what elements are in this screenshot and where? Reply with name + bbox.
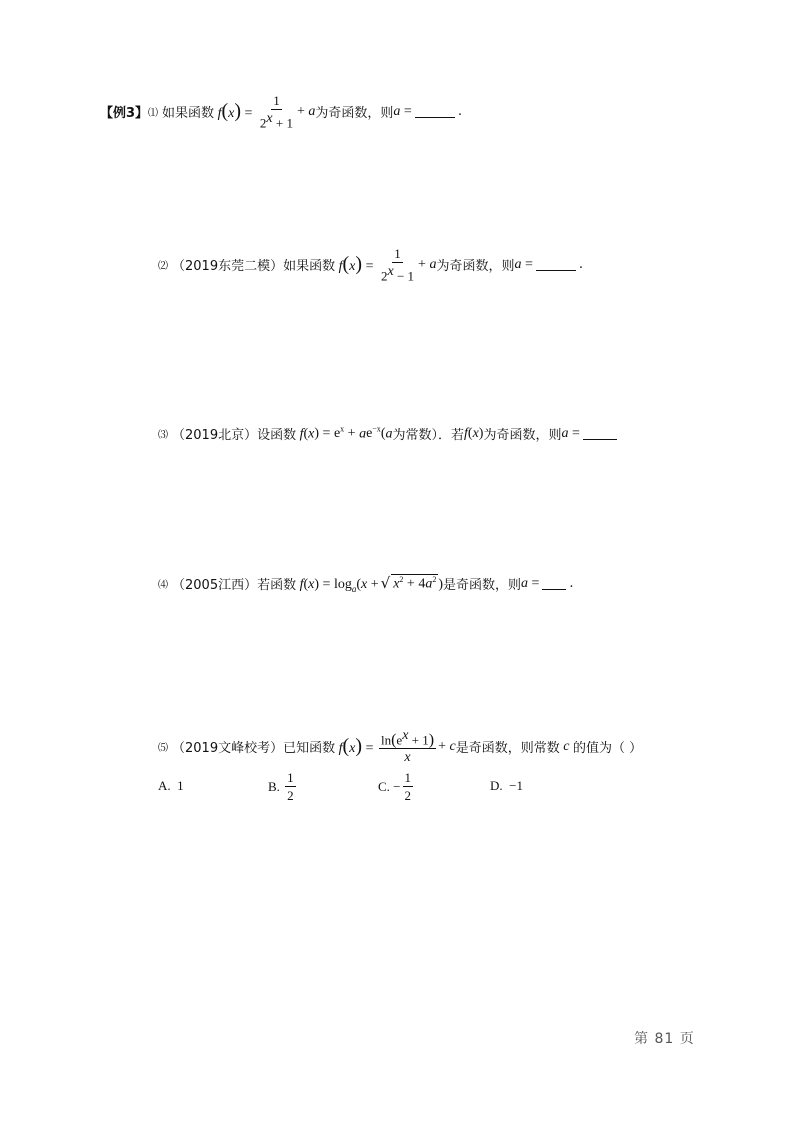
question-marker: ⑶ <box>158 430 168 441</box>
formula: f(x) = <box>335 735 377 758</box>
question-prefix: 如果函数 <box>162 106 215 122</box>
question-marker: ⑷ <box>158 580 168 592</box>
question-source: （2005江西） <box>172 578 258 594</box>
question-source: （2019北京） <box>172 428 258 443</box>
formula: f(x) = <box>214 100 256 123</box>
answer-blank[interactable] <box>583 427 617 440</box>
question-prefix: 已知函数 <box>283 741 336 757</box>
answer-blank[interactable] <box>542 577 566 590</box>
answer-blank[interactable] <box>415 105 455 118</box>
question-prefix: 设函数 <box>257 428 297 443</box>
formula: $f(x) = e^x + ae^{-x}(a$ <box>296 424 393 442</box>
question-marker: ⑵ <box>158 261 168 273</box>
formula-tail: + c <box>438 738 456 754</box>
formula: f(x) = <box>335 253 377 276</box>
option-sign: − <box>393 778 401 794</box>
fraction: $\frac{1}{2^x + 1}$ <box>259 93 293 131</box>
option-value: −1 <box>509 778 523 793</box>
fraction: $\frac{1}{2^x - 1}$ <box>380 246 415 284</box>
option-label: B. <box>268 778 280 794</box>
question-prefix: 若函数 <box>257 578 297 594</box>
constant-c: c <box>559 738 573 754</box>
formula: $f(x) = \log_a(x$ + √ $x^2 + 4a^2$ ) <box>296 574 443 594</box>
option-b[interactable] <box>268 770 298 803</box>
question-suffix: 为奇函数，则 <box>483 428 562 443</box>
option-fraction: $\frac{1}{2}$ <box>287 770 294 803</box>
period: . <box>457 104 462 120</box>
answer-blank[interactable] <box>536 258 576 271</box>
question-source: （2019文峰校考） <box>172 741 284 757</box>
question-4 <box>158 574 574 594</box>
answer-var: a = <box>521 575 540 591</box>
question-1 <box>100 93 462 130</box>
option-fraction: $\frac{1}{2}$ <box>404 770 412 803</box>
question-source: （2019东莞二模） <box>172 259 284 275</box>
formula-f: f(x) <box>464 425 484 441</box>
page-number: 第 81 页 <box>634 1031 695 1047</box>
answer-var: a = <box>514 256 533 272</box>
period: . <box>569 576 574 592</box>
question-suffix: 为奇函数，则 <box>315 106 394 122</box>
option-d[interactable] <box>490 778 523 794</box>
question-suffix: 是奇函数，则常数 <box>455 741 560 757</box>
example-tag: 【例3】 <box>100 106 149 122</box>
question-prefix: 如果函数 <box>283 259 336 275</box>
option-label: C. <box>378 778 390 794</box>
option-a[interactable] <box>158 778 184 794</box>
option-label: A. <box>158 778 171 793</box>
formula-tail: + a <box>418 256 437 272</box>
option-c[interactable] <box>378 770 415 803</box>
question-suffix: 是奇函数，则 <box>443 578 522 594</box>
formula-tail: + a <box>296 103 316 119</box>
answer-var: a = <box>561 425 580 441</box>
question-marker: ⑸ <box>158 743 168 755</box>
question-suffix-2: 的值为（ ） <box>572 741 643 757</box>
period: . <box>578 257 583 273</box>
fraction: $\frac{\ln(e^x + 1)}{x}$ <box>380 728 435 766</box>
question-marker: ⑴ <box>148 108 159 120</box>
question-suffix: 为奇函数，则 <box>436 259 515 275</box>
option-label: D. <box>490 778 503 793</box>
question-5 <box>158 728 642 765</box>
option-value: 1 <box>177 778 184 793</box>
question-2 <box>158 246 583 283</box>
question-3 <box>158 424 620 443</box>
question-note: 为常数）．若 <box>392 428 464 443</box>
answer-var: a = <box>393 103 412 119</box>
